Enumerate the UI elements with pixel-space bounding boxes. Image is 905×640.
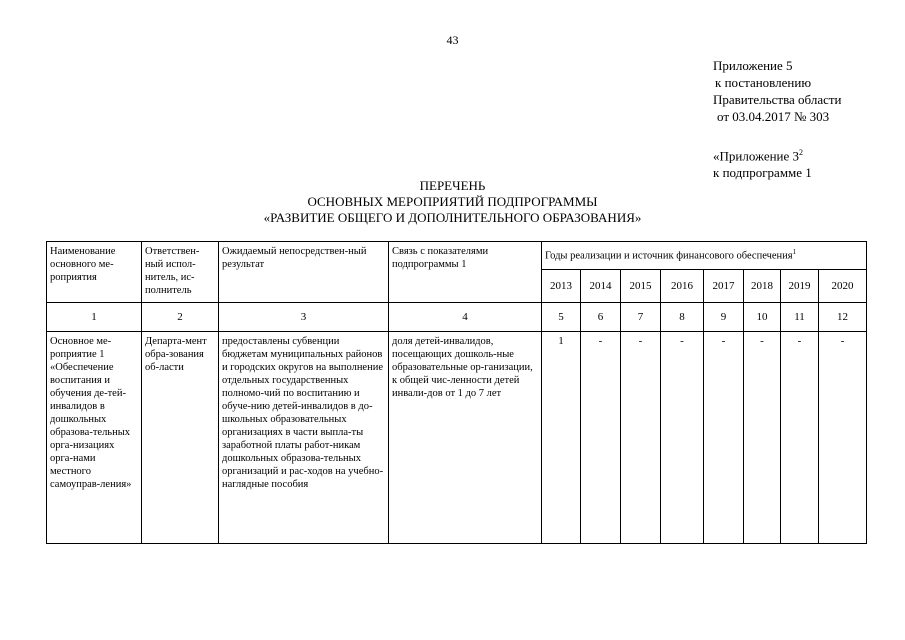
years-header-sup: 1: [792, 248, 797, 256]
column-number-cell: 4: [389, 303, 542, 332]
year-cell: 2013: [542, 270, 581, 303]
cell-year-value: 1: [542, 332, 581, 544]
header-cell-result: Ожидаемый непосредствен-ный результат: [219, 242, 389, 303]
cell-year-value: -: [781, 332, 819, 544]
cell-year-value: -: [704, 332, 744, 544]
cell-year-value: -: [744, 332, 781, 544]
column-number-row: [47, 303, 867, 332]
cell-year-value: -: [621, 332, 661, 544]
cell-year-value: -: [819, 332, 867, 544]
cell-responsible: Департа-мент обра-зования об-ласти: [142, 332, 219, 544]
header-cell-responsible: Ответствен-ный испол-нитель, ис-полнитель: [142, 242, 219, 303]
column-number-cell: 1: [47, 303, 142, 332]
annex-line: от 03.04.2017 № 303: [717, 109, 830, 124]
column-number-cell: 5: [542, 303, 581, 332]
page-number: 43: [446, 33, 459, 47]
column-number-cell: 10: [744, 303, 781, 332]
title-line: «РАЗВИТИЕ ОБЩЕГО И ДОПОЛНИТЕЛЬНОГО ОБРАЗОВАНИЯ»: [263, 210, 642, 225]
sub-annex-sup: 2: [799, 148, 804, 157]
column-number-cell: 7: [621, 303, 661, 332]
header-cell-name: Наименование основного ме-роприятия: [47, 242, 142, 303]
table-row: [47, 332, 867, 544]
sub-annex-line: к подпрограмме 1: [713, 165, 812, 181]
year-cell: 2015: [621, 270, 661, 303]
table-header-row: [47, 242, 867, 270]
column-number-cell: 2: [142, 303, 219, 332]
column-number-cell: 6: [581, 303, 621, 332]
year-cell: 2020: [819, 270, 867, 303]
cell-year-value: -: [581, 332, 621, 544]
activities-table: [46, 241, 867, 544]
year-cell: 2019: [781, 270, 819, 303]
sub-annex-line: «Приложение 3: [713, 148, 800, 164]
column-number-cell: 9: [704, 303, 744, 332]
annex-line: Правительства области: [713, 92, 842, 107]
annex-header: [713, 57, 842, 125]
cell-year-value: -: [661, 332, 704, 544]
cell-indicator-link: доля детей-инвалидов, посещающих дошколь-ные образовательные ор-ганизации, к общей чис-ленности детей инвали-дов от 1 до 7 лет: [389, 332, 542, 544]
year-cell: 2014: [581, 270, 621, 303]
sub-annex-header: [713, 144, 812, 181]
year-cell: 2016: [661, 270, 704, 303]
year-cell: 2018: [744, 270, 781, 303]
annex-line: к постановлению: [715, 75, 812, 90]
years-header-text: Годы реализации и источник финансового обеспечения: [545, 250, 793, 262]
column-number-cell: 11: [781, 303, 819, 332]
header-cell-link: Связь с показателями подпрограммы 1: [389, 242, 542, 303]
title-line: ПЕРЕЧЕНЬ: [419, 178, 486, 193]
cell-result: предоставлены субвенции бюджетам муниципальных районов и городских округов на выполнение отдельных государственных полномо-чий по воспитанию и обуче-нию детей-инвалидов в до-школьных образовательных организациях в части выпла-ты заработной платы работ-никам дошкольных образова-тельных организаций и рас-ходов на учебно-наглядные пособия: [219, 332, 389, 544]
year-cell: 2017: [704, 270, 744, 303]
cell-activity-name: Основное ме-роприятие 1 «Обеспечение воспитания и обучения де-тей-инвалидов в дошкольных образова-тельных орга-низациях орга-нами местного самоуправ-ления»: [47, 332, 142, 544]
header-cell-years: [542, 242, 867, 270]
column-number-cell: 3: [219, 303, 389, 332]
document-title: [0, 178, 905, 226]
title-line: ОСНОВНЫХ МЕРОПРИЯТИЙ ПОДПРОГРАММЫ: [307, 194, 598, 209]
column-number-cell: 12: [819, 303, 867, 332]
column-number-cell: 8: [661, 303, 704, 332]
annex-line: Приложение 5: [713, 58, 793, 73]
